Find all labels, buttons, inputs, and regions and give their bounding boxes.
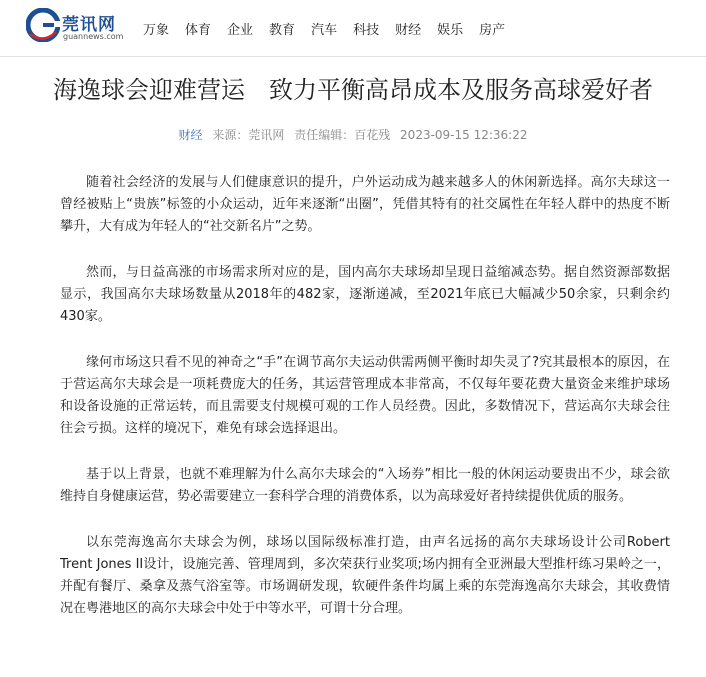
logo-g-icon <box>26 8 60 42</box>
article-paragraph: 缘何市场这只看不见的神奇之“手”在调节高尔夫运动供需两侧平衡时却失灵了?究其最根本的原因，在于营运高尔夫球会是一项耗费庞大的任务，其运营管理成本非常高，不仅每年要花费大量资金来维护球场和设备设施的正常运转，而且需要支付规模可观的工作人员经费。因此，多数情况下，营运高尔夫球会往往会亏损。这样的境况下，难免有球会选择退出。 <box>60 355 670 436</box>
editor-value: 百花残 <box>354 128 391 142</box>
editor-label: 责任编辑： <box>294 128 355 142</box>
article-paragraph: 然而，与日益高涨的市场需求所对应的是，国内高尔夫球场却呈现日益缩减态势。据自然资源部数据显示，我国高尔夫球场数量从2018年的482家，逐渐递减，至2021年底已大幅减少50余家，只剩余约430家。 <box>60 265 670 324</box>
logo-domain: guannews.com <box>63 32 124 41</box>
nav-item-business[interactable]: 企业 <box>227 23 254 38</box>
article-title: 海逸球会迎难营运 致力平衡高昂成本及服务高球爱好者 <box>53 76 653 104</box>
nav-item-realestate[interactable]: 房产 <box>479 23 506 38</box>
site-header <box>0 0 706 57</box>
article-meta <box>0 126 706 143</box>
nav-item-wanxiang[interactable]: 万象 <box>143 23 170 38</box>
nav-item-finance[interactable]: 财经 <box>395 23 422 38</box>
article-paragraph: 基于以上背景，也就不难理解为什么高尔夫球会的“入场券”相比一般的休闲运动要贵出不少，球会欲维持自身健康运营，势必需要建立一套科学合理的消费体系，以为高球爱好者持续提供优质的服务。 <box>60 467 670 504</box>
site-logo[interactable] <box>26 8 126 48</box>
source-value: 莞讯网 <box>248 128 285 142</box>
source-label: 来源： <box>212 128 249 142</box>
main-nav <box>135 19 513 38</box>
logo-text: 莞讯网 <box>62 15 116 35</box>
article-paragraph: 以东莞海逸高尔夫球会为例，球场以国际级标准打造，由声名远扬的高尔夫球场设计公司Robert Trent Jones II设计，设施完善、管理周到，多次荣获行业奖项;场内拥有全亚洲最大型推杆练习果岭之一，并配有餐厅、桑拿及蒸气浴室等。市场调研发现，软硬件条件均属上乘的东莞海逸高尔夫球会，其收费情况在粤港地区的高尔夫球会中处于中等水平，可谓十分合理。 <box>60 535 670 616</box>
nav-item-sports[interactable]: 体育 <box>185 23 212 38</box>
nav-item-entertainment[interactable]: 娱乐 <box>437 23 464 38</box>
nav-item-tech[interactable]: 科技 <box>353 23 380 38</box>
article-paragraph: 随着社会经济的发展与人们健康意识的提升，户外运动成为越来越多人的休闲新选择。高尔夫球这一曾经被贴上“贵族”标签的小众运动，近年来逐渐“出圈”，凭借其特有的社交属性在年轻人群中的热度不断攀升，大有成为年轻人的“社交新名片”之势。 <box>60 175 670 234</box>
article-body <box>60 172 670 644</box>
nav-item-auto[interactable]: 汽车 <box>311 23 338 38</box>
nav-item-education[interactable]: 教育 <box>269 23 296 38</box>
category-link[interactable]: 财经 <box>178 128 203 142</box>
publish-datetime: 2023-09-15 12:36:22 <box>400 128 528 142</box>
